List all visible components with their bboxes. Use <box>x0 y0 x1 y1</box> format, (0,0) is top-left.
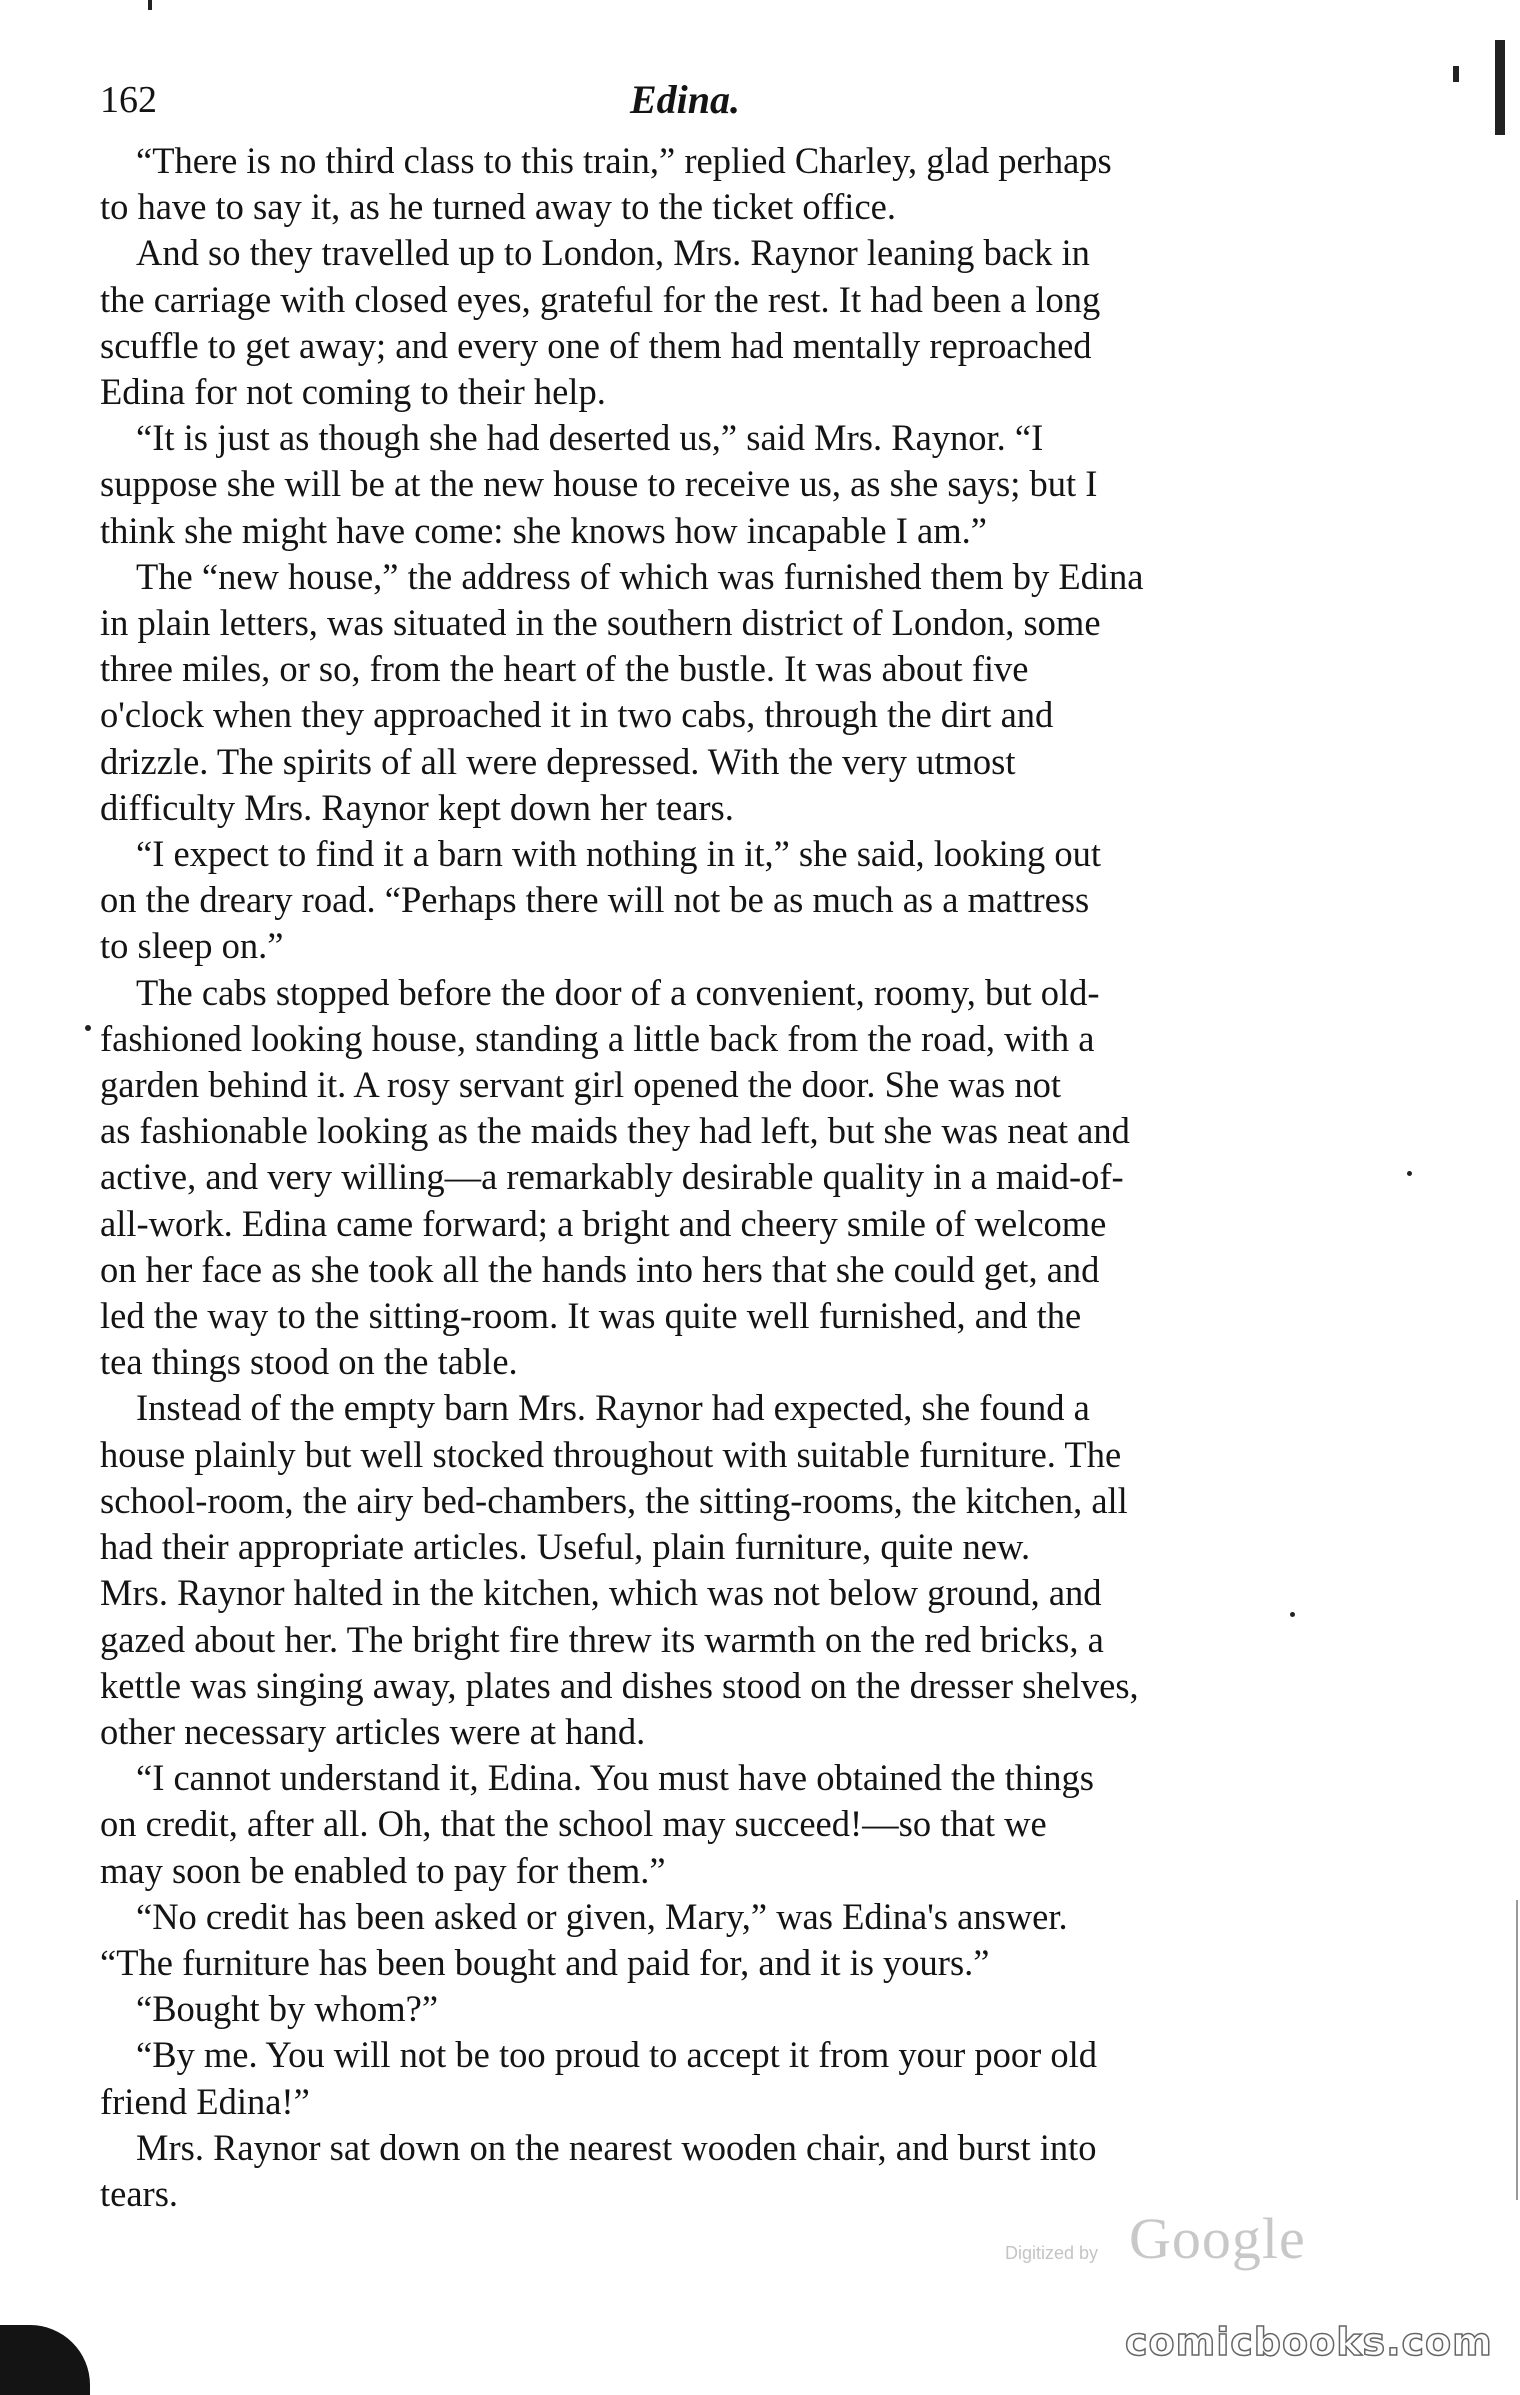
text-line: drizzle. The spirits of all were depressed. With the very utmost <box>100 740 1016 782</box>
text-line: “No credit has been asked or given, Mary,” was Edina's answer. <box>136 1895 1068 1937</box>
text-line: school-room, the airy bed-chambers, the sitting-rooms, the kitchen, all <box>100 1479 1128 1521</box>
text-line: three miles, or so, from the heart of the bustle. It was about five <box>100 648 1029 690</box>
paragraph <box>100 2125 1280 2217</box>
text-line: other necessary articles were at hand. <box>100 1710 646 1752</box>
text-line: Mrs. Raynor halted in the kitchen, which was not below ground, and <box>100 1572 1102 1614</box>
text-line: may soon be enabled to pay for them.” <box>100 1849 666 1891</box>
text-line: tea things stood on the table. <box>100 1341 518 1383</box>
paragraph <box>100 554 1280 831</box>
text-line: had their appropriate articles. Useful, plain furniture, quite new. <box>100 1526 1031 1568</box>
text-line: o'clock when they approached it in two cabs, through the dirt and <box>100 694 1054 736</box>
scan-speck <box>1290 1612 1295 1617</box>
scan-speck <box>1407 1171 1412 1176</box>
watermark-logo-text: Google <box>1129 2206 1306 2271</box>
text-line: the carriage with closed eyes, grateful for the rest. It had been a long <box>100 278 1101 320</box>
text-line: The “new house,” the address of which was furnished them by Edina <box>136 555 1144 597</box>
paragraph <box>100 970 1280 1386</box>
paragraph <box>100 1385 1280 1755</box>
paragraph <box>100 230 1280 415</box>
paragraph <box>100 2032 1280 2124</box>
watermark-small-text: Digitized by <box>1005 2243 1099 2263</box>
text-line: friend Edina!” <box>100 2080 310 2122</box>
text-line: all-work. Edina came forward; a bright and cheery smile of welcome <box>100 1202 1107 1244</box>
text-line: “The furniture has been bought and paid for, and it is yours.” <box>100 1941 990 1983</box>
text-line: fashioned looking house, standing a little back from the road, with a <box>100 1017 1095 1059</box>
text-line: on the dreary road. “Perhaps there will not be as much as a mattress <box>100 879 1090 921</box>
text-line: Instead of the empty barn Mrs. Raynor had expected, she found a <box>136 1387 1090 1429</box>
text-line: led the way to the sitting-room. It was quite well furnished, and the <box>100 1295 1082 1337</box>
running-title: Edina. <box>629 77 741 122</box>
text-line: The cabs stopped before the door of a convenient, roomy, but old- <box>136 971 1100 1013</box>
text-line: active, and very willing—a remarkably desirable quality in a maid-of- <box>100 1156 1124 1198</box>
text-line: gazed about her. The bright fire threw its warmth on the red bricks, a <box>100 1618 1104 1660</box>
text-line: as fashionable looking as the maids they had left, but she was neat and <box>100 1110 1130 1152</box>
scan-speck <box>1453 66 1459 82</box>
text-line: “By me. You will not be too proud to accept it from your poor old <box>136 2034 1098 2076</box>
scan-edge-mark <box>1495 40 1505 135</box>
text-line: in plain letters, was situated in the southern district of London, some <box>100 602 1101 644</box>
paragraph <box>100 831 1280 970</box>
text-line: Edina for not coming to their help. <box>100 371 606 413</box>
text-line: scuffle to get away; and every one of them had mentally reproached <box>100 324 1092 366</box>
text-line: garden behind it. A rosy servant girl opened the door. She was not <box>100 1064 1061 1106</box>
scan-edge-line <box>1516 1900 1518 2200</box>
scan-speck <box>148 0 152 10</box>
text-line: And so they travelled up to London, Mrs. Raynor leaning back in <box>136 232 1090 274</box>
text-line: on her face as she took all the hands into hers that she could get, and <box>100 1248 1100 1290</box>
digitized-watermark <box>1005 2205 1325 2285</box>
paragraph <box>100 1986 1280 2032</box>
body-text <box>100 138 1280 2217</box>
scan-blot <box>0 2325 90 2395</box>
text-line: to have to say it, as he turned away to the ticket office. <box>100 186 896 228</box>
paragraph <box>100 1755 1280 1894</box>
site-watermark: comicbooks.com <box>1125 2320 1493 2364</box>
scan-speck <box>85 1025 91 1031</box>
text-line: suppose she will be at the new house to receive us, as she says; but I <box>100 463 1098 505</box>
text-line: tears. <box>100 2172 179 2214</box>
text-line: “There is no third class to this train,” replied Charley, glad perhaps <box>136 140 1112 181</box>
page-number: 162 <box>100 79 157 121</box>
text-line: “I cannot understand it, Edina. You must have obtained the things <box>136 1757 1094 1799</box>
text-line: house plainly but well stocked throughout with suitable furniture. The <box>100 1433 1122 1475</box>
text-line: “I expect to find it a barn with nothing in it,” she said, looking out <box>136 833 1102 875</box>
paragraph <box>100 415 1280 554</box>
text-line: difficulty Mrs. Raynor kept down her tears. <box>100 786 734 828</box>
paragraph <box>100 1894 1280 1986</box>
page-header <box>100 70 1270 130</box>
text-line: on credit, after all. Oh, that the school may succeed!—so that we <box>100 1803 1047 1845</box>
text-line: kettle was singing away, plates and dishes stood on the dresser shelves, <box>100 1664 1139 1706</box>
text-line: to sleep on.” <box>100 925 284 967</box>
text-line: “It is just as though she had deserted us,” said Mrs. Raynor. “I <box>136 417 1044 459</box>
text-line: Mrs. Raynor sat down on the nearest wooden chair, and burst into <box>136 2126 1097 2168</box>
text-line: think she might have come: she knows how incapable I am.” <box>100 509 987 551</box>
text-line: “Bought by whom?” <box>136 1988 439 2030</box>
paragraph <box>100 138 1280 230</box>
